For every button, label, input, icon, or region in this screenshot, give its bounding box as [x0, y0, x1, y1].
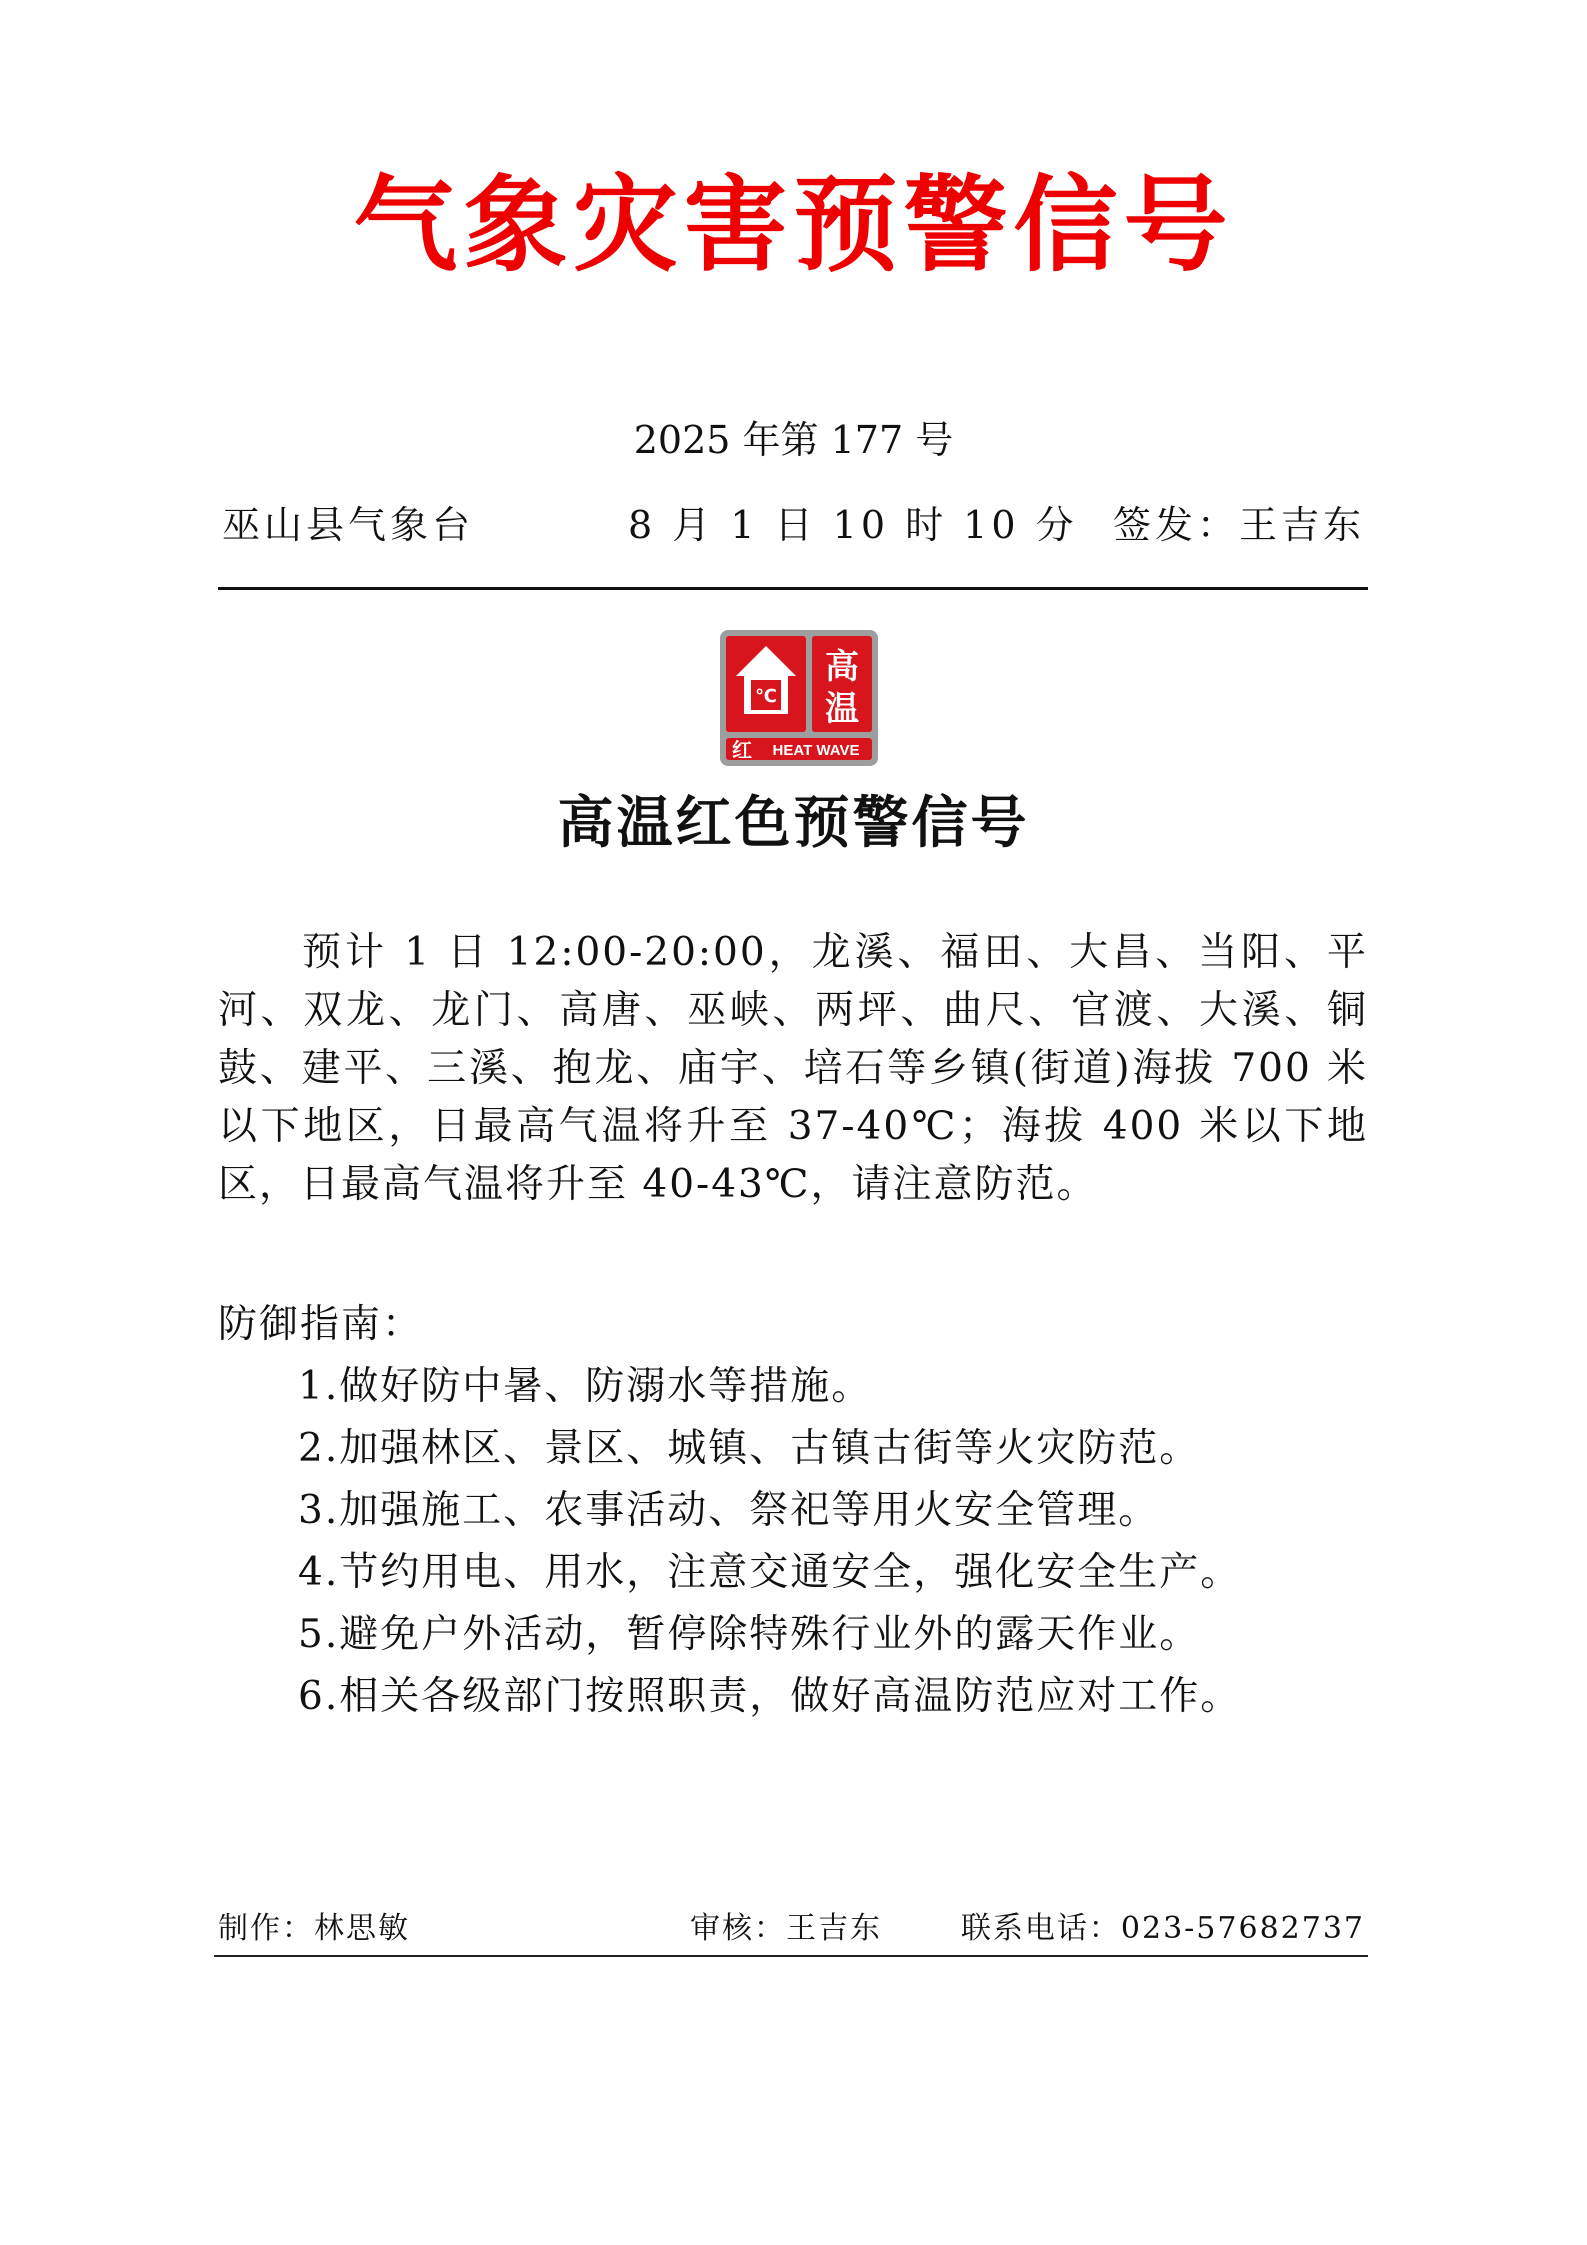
footer-maker: 制作：林思敏 — [218, 1911, 410, 1946]
header-divider — [218, 587, 1368, 590]
issuing-office: 巫山县气象台 — [222, 503, 475, 547]
guide-item: 1.做好防中暑、防溺水等措施。 — [298, 1364, 873, 1409]
signal-label-gao: 高 — [825, 647, 859, 687]
signal-level-char: 红 — [732, 738, 752, 762]
guide-item: 3.加强施工、农事活动、祭祀等用火安全管理。 — [298, 1488, 1160, 1533]
signal-english-label: HEAT WAVE — [772, 742, 860, 759]
issue-number: 2025 年第 177 号 — [633, 418, 954, 462]
defense-guide-list — [298, 1356, 1241, 1728]
footer-divider — [214, 1955, 1368, 1957]
guide-item: 5.避免户外活动，暂停除特殊行业外的露天作业。 — [298, 1612, 1201, 1657]
defense-guide-heading: 防御指南： — [218, 1302, 424, 1347]
signer: 签发：王吉东 — [1112, 503, 1365, 547]
guide-item: 2.加强林区、景区、城镇、古镇古街等火灾防范。 — [298, 1426, 1201, 1471]
issue-time: 8 月 1 日 10 时 10 分 — [628, 503, 1078, 547]
footer-contact-phone: 联系电话：023-57682737 — [960, 1911, 1365, 1946]
heat-wave-red-signal-icon — [720, 630, 878, 766]
celsius-symbol: ℃ — [755, 686, 777, 707]
guide-item: 6.相关各级部门按照职责，做好高温防范应对工作。 — [298, 1674, 1242, 1719]
guide-item: 4.节约用电、用水，注意交通安全，强化安全生产。 — [298, 1550, 1242, 1595]
masthead-title: 气象灾害预警信号 — [353, 163, 1234, 286]
footer-reviewer: 审核：王吉东 — [690, 1911, 882, 1946]
forecast-paragraph: 预计 1 日 12:00-20:00，龙溪、福田、大昌、当阳、平河、双龙、龙门、高唐、巫峡、两坪、曲尺、官渡、大溪、铜鼓、建平、三溪、抱龙、庙宇、培石等乡镇(街道)海拔 700 米以下地区，日最高气温将升至 37-40℃；海拔 400 米以下地区，日最高气温将升至 40-43℃，请注意防范。 — [218, 930, 1368, 1207]
signal-title: 高温红色预警信号 — [557, 790, 1030, 856]
signal-label-wen: 温 — [825, 689, 859, 729]
